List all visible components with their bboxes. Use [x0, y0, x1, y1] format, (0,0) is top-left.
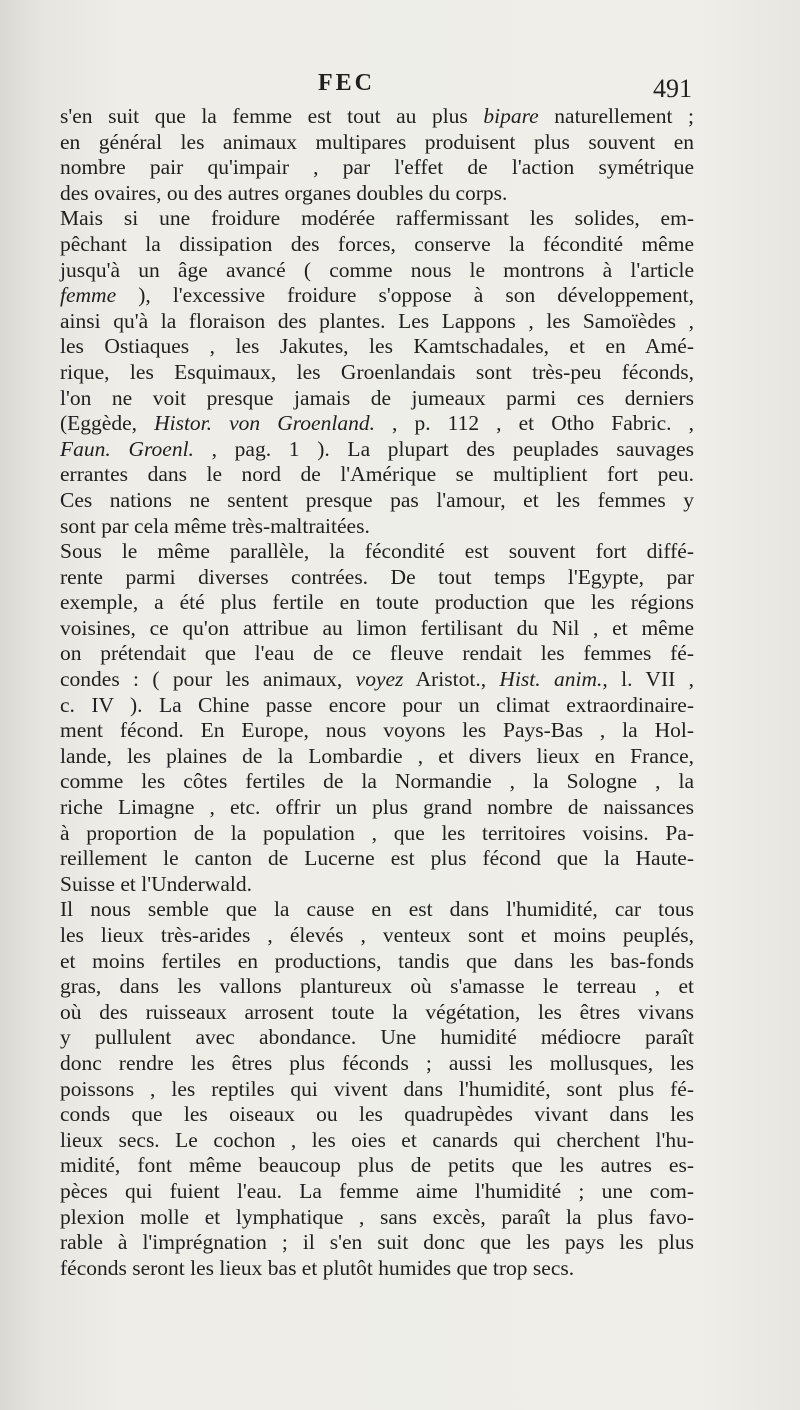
text-line: (Eggède, Histor. von Groenland. , p. 112 , et Otho Fabric. , [60, 411, 694, 436]
text-line: à proportion de la population , que les territoires voisins. Pa- [60, 820, 694, 845]
text-line: les Ostiaques , les Jakutes, les Kamtschadales, et en Amé- [60, 334, 694, 359]
text-line: ainsi qu'à la floraison des plantes. Les Lappons , les Samoïèdes , [60, 308, 694, 333]
text-line: plexion molle et lymphatique , sans excès, paraît la plus favo- [60, 1204, 694, 1229]
text-line: c. IV ). La Chine passe encore pour un climat extraordinaire- [60, 692, 694, 717]
text-line: pèces qui fuient l'eau. La femme aime l'humidité ; une com- [60, 1178, 694, 1203]
text-line: et moins fertiles en productions, tandis que dans les bas-fonds [60, 948, 694, 973]
paragraph [60, 206, 694, 539]
text-line: exemple, a été plus fertile en toute production que les régions [60, 590, 694, 615]
text-line: Mais si une froidure modérée raffermissant les solides, em- [60, 206, 694, 231]
text-line: ment fécond. En Europe, nous voyons les Pays-Bas , la Hol- [60, 718, 694, 743]
text-line: Il nous semble que la cause en est dans l'humidité, car tous [60, 897, 694, 922]
text-line: Suisse et l'Underwald. [60, 871, 252, 896]
text-line: y pullulent avec abondance. Une humidité médiocre paraît [60, 1025, 694, 1050]
paragraph [60, 104, 694, 206]
text-line: pêchant la dissipation des forces, conserve la fécondité même [60, 231, 694, 256]
text-line: donc rendre les êtres plus féconds ; aussi les mollusques, les [60, 1050, 694, 1075]
text-line: condes : ( pour les animaux, voyez Aristot., Hist. anim., l. VII , [60, 667, 694, 692]
text-line: l'on ne voit presque jamais de jumeaux parmi ces derniers [60, 385, 694, 410]
text-line: jusqu'à un âge avancé ( comme nous le montrons à l'article [60, 257, 694, 282]
text-line: comme les côtes fertiles de la Normandie , la Sologne , la [60, 769, 694, 794]
text-line: Ces nations ne sentent presque pas l'amour, et les femmes y [60, 487, 694, 512]
text-line: sont par cela même très-maltraitées. [60, 513, 370, 538]
text-line: rable à l'imprégnation ; il s'en suit donc que les pays les plus [60, 1230, 694, 1255]
text-line: voisines, ce qu'on attribue au limon fertilisant du Nil , et même [60, 615, 694, 640]
text-line: en général les animaux multipares produisent plus souvent en [60, 129, 694, 154]
text-line: Faun. Groenl. , pag. 1 ). La plupart des peuplades sauvages [60, 436, 694, 461]
text-line: errantes dans le nord de l'Amérique se multiplient fort peu. [60, 462, 694, 487]
text-line: où des ruisseaux arrosent toute la végétation, les êtres vivans [60, 999, 694, 1024]
running-head: FEC [318, 70, 375, 96]
paragraph [60, 897, 694, 1281]
text-line: féconds seront les lieux bas et plutôt humides que trop secs. [60, 1255, 575, 1280]
paragraph [60, 539, 694, 897]
text-line: lande, les plaines de la Lombardie , et divers lieux en France, [60, 743, 694, 768]
text-line: nombre pair qu'impair , par l'effet de l'action symétrique [60, 155, 694, 180]
text-line: on prétendait que l'eau de ce fleuve rendait les femmes fé- [60, 641, 694, 666]
text-line: poissons , les reptiles qui vivent dans l'humidité, sont plus fé- [60, 1076, 694, 1101]
page-number: 491 [653, 74, 692, 103]
text-line: riche Limagne , etc. offrir un plus grand nombre de naissances [60, 795, 694, 820]
text-line: lieux secs. Le cochon , les oies et canards qui cherchent l'hu- [60, 1127, 694, 1152]
text-line: rique, les Esquimaux, les Groenlandais sont très-peu féconds, [60, 359, 694, 384]
text-line: rente parmi diverses contrées. De tout temps l'Egypte, par [60, 564, 694, 589]
text-line: conds que les oiseaux ou les quadrupèdes vivant dans les [60, 1102, 694, 1127]
text-line: s'en suit que la femme est tout au plus bipare naturellement ; [60, 104, 695, 128]
text-line: des ovaires, ou des autres organes doubles du corps. [60, 180, 508, 205]
text-body [60, 104, 694, 1281]
text-line: Sous le même parallèle, la fécondité est souvent fort diffé- [60, 539, 694, 564]
text-line: reillement le canton de Lucerne est plus fécond que la Haute- [60, 846, 694, 871]
text-line: les lieux très-arides , élevés , venteux sont et moins peuplés, [60, 923, 694, 947]
text-line: femme ), l'excessive froidure s'oppose à son développement, [60, 283, 694, 308]
text-line: gras, dans les vallons plantureux où s'amasse le terreau , et [60, 974, 694, 999]
text-line: midité, font même beaucoup plus de petits que les autres es- [60, 1153, 694, 1178]
